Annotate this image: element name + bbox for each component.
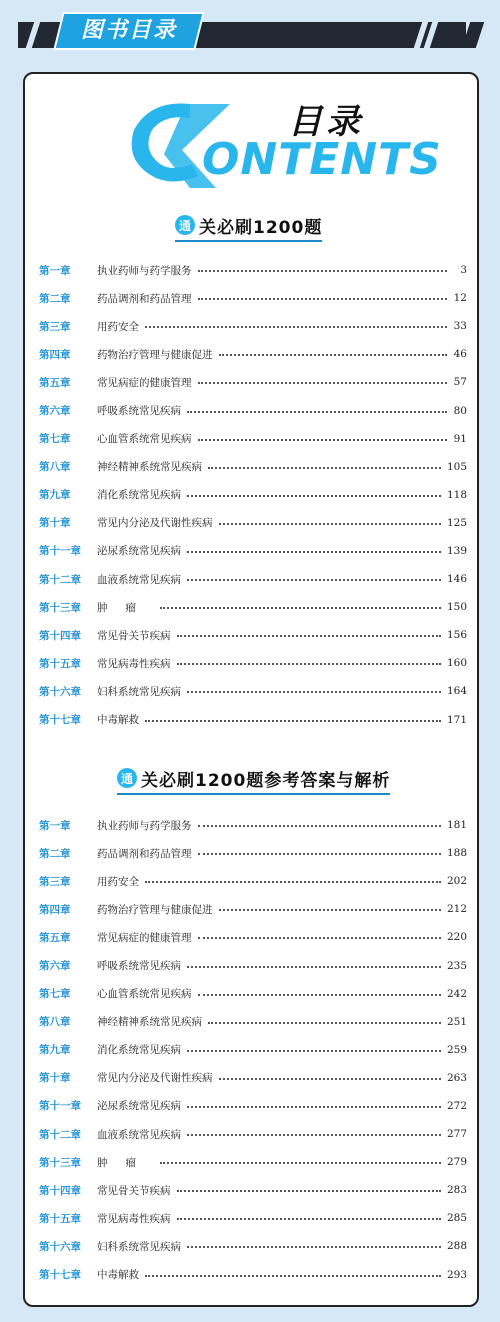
- page-number: 33: [453, 320, 467, 333]
- chapter-number: 第十六章: [39, 1240, 81, 1253]
- section-badge: 通: [175, 215, 195, 235]
- dot-leader: [160, 607, 441, 609]
- page-number: 288: [446, 1240, 467, 1253]
- toc-entry[interactable]: [39, 1261, 467, 1289]
- chapter-title: 泌尿系统常见疾病: [97, 545, 181, 558]
- chapter-title: 妇科系统常见疾病: [97, 685, 181, 698]
- page-number: 46: [453, 348, 467, 361]
- chapter-number: 第六章: [39, 405, 71, 418]
- chapter-title: 心血管系统常见疾病: [97, 433, 192, 446]
- dot-leader: [177, 1190, 441, 1192]
- contents-logo: [120, 92, 470, 192]
- chapter-title: 药品调剂和药品管理: [97, 847, 192, 860]
- chapter-number: 第一章: [39, 819, 71, 832]
- toc-entry[interactable]: [39, 1204, 467, 1232]
- toc-entry[interactable]: [39, 980, 467, 1008]
- toc-entry[interactable]: [39, 284, 467, 312]
- toc-entry[interactable]: [39, 396, 467, 424]
- toc-entry[interactable]: [39, 1092, 467, 1120]
- toc-entry[interactable]: [39, 537, 467, 565]
- dot-leader: [187, 691, 441, 693]
- page-number: 277: [446, 1128, 467, 1141]
- page-number: 279: [446, 1156, 467, 1169]
- chapter-number: 第十二章: [39, 1128, 81, 1141]
- dot-leader: [187, 1050, 441, 1052]
- toc-entry[interactable]: [39, 593, 467, 621]
- chapter-title: 中毒解救: [97, 714, 139, 727]
- chapter-title: 常见病症的健康管理: [97, 931, 192, 944]
- chapter-number: 第八章: [39, 1016, 71, 1029]
- section-title: [117, 765, 390, 795]
- chapter-number: 第十一章: [39, 1100, 81, 1113]
- page-number: 160: [446, 657, 467, 670]
- dot-leader: [145, 720, 441, 722]
- page-number: 263: [446, 1071, 467, 1084]
- toc-list: [39, 811, 467, 1289]
- chapter-title: 消化系统常见疾病: [97, 489, 181, 502]
- dot-leader: [198, 270, 448, 272]
- chapter-number: 第十四章: [39, 629, 81, 642]
- chapter-number: 第十六章: [39, 685, 81, 698]
- toc-entry[interactable]: [39, 867, 467, 895]
- page-number: 118: [446, 488, 467, 501]
- page-number: 235: [446, 959, 467, 972]
- dot-leader: [198, 439, 448, 441]
- toc-entry[interactable]: [39, 1176, 467, 1204]
- toc-entry[interactable]: [39, 895, 467, 923]
- chapter-title: 中毒解救: [97, 1269, 139, 1282]
- toc-entry[interactable]: [39, 706, 467, 734]
- page-number: 171: [446, 713, 467, 726]
- toc-entry[interactable]: [39, 649, 467, 677]
- chapter-number: 第二章: [39, 292, 71, 305]
- dot-leader: [198, 853, 441, 855]
- chapter-number: 第九章: [39, 489, 71, 502]
- section-badge: 通: [117, 768, 137, 788]
- toc-entry[interactable]: [39, 839, 467, 867]
- page-number: 212: [446, 903, 467, 916]
- chapter-title: 神经精神系统常见疾病: [97, 461, 202, 474]
- contents-card: [23, 72, 479, 1307]
- chapter-number: 第十五章: [39, 1212, 81, 1225]
- contents-cn-title: 目录: [288, 102, 364, 142]
- chapter-title: 血液系统常见疾病: [97, 573, 181, 586]
- toc-entry[interactable]: [39, 1148, 467, 1176]
- chapter-number: 第十章: [39, 1072, 71, 1085]
- toc-entry[interactable]: [39, 1232, 467, 1260]
- dot-leader: [177, 1218, 441, 1220]
- chapter-title: 常见病毒性疾病: [97, 1212, 171, 1225]
- page-number: 146: [446, 573, 467, 586]
- chapter-number: 第三章: [39, 875, 71, 888]
- toc-entry[interactable]: [39, 621, 467, 649]
- page-number: 156: [446, 629, 467, 642]
- page-number: 80: [453, 404, 467, 417]
- page-number: 139: [446, 544, 467, 557]
- chapter-number: 第十二章: [39, 573, 81, 586]
- dot-leader: [219, 1078, 441, 1080]
- page-number: 150: [446, 601, 467, 614]
- toc-entry[interactable]: [39, 453, 467, 481]
- dot-leader: [187, 579, 441, 581]
- toc-entry[interactable]: [39, 256, 467, 284]
- page-number: 57: [453, 376, 467, 389]
- chapter-number: 第九章: [39, 1044, 71, 1057]
- dot-leader: [177, 663, 441, 665]
- dot-leader: [187, 1106, 441, 1108]
- toc-entry[interactable]: [39, 1120, 467, 1148]
- chapter-title: 呼吸系统常见疾病: [97, 960, 181, 973]
- chapter-number: 第七章: [39, 433, 71, 446]
- chapter-number: 第十七章: [39, 714, 81, 727]
- toc-entry[interactable]: [39, 368, 467, 396]
- chapter-number: 第十七章: [39, 1269, 81, 1282]
- chapter-number: 第十三章: [39, 601, 81, 614]
- dot-leader: [187, 966, 441, 968]
- dot-leader: [177, 635, 441, 637]
- dot-leader: [187, 1134, 441, 1136]
- chapter-number: 第五章: [39, 376, 71, 389]
- page-number: 272: [446, 1099, 467, 1112]
- chapter-number: 第十一章: [39, 545, 81, 558]
- toc-entry[interactable]: [39, 951, 467, 979]
- toc-entry[interactable]: [39, 1008, 467, 1036]
- chapter-number: 第四章: [39, 348, 71, 361]
- toc-entry[interactable]: [39, 312, 467, 340]
- chapter-title: 执业药师与药学服务: [97, 819, 192, 832]
- chapter-title: 常见骨关节疾病: [97, 629, 171, 642]
- dot-leader: [160, 1162, 441, 1164]
- page-number: 202: [446, 875, 467, 888]
- toc-entry[interactable]: [39, 1036, 467, 1064]
- chapter-number: 第五章: [39, 931, 71, 944]
- chapter-title: 常见病毒性疾病: [97, 657, 171, 670]
- dot-leader: [187, 1246, 441, 1248]
- chapter-title: 药物治疗管理与健康促进: [97, 348, 213, 361]
- page-number: 188: [446, 847, 467, 860]
- chapter-number: 第一章: [39, 264, 71, 277]
- dot-leader: [198, 937, 441, 939]
- section-title-text: 关必刷1200题参考答案与解析: [141, 770, 391, 791]
- page-number: 181: [446, 819, 467, 832]
- toc-entry[interactable]: [39, 677, 467, 705]
- chapter-title: 常见内分泌及代谢性疾病: [97, 1072, 213, 1085]
- toc-entry[interactable]: [39, 811, 467, 839]
- page-number: 3: [460, 264, 467, 277]
- chapter-title: 药物治疗管理与健康促进: [97, 903, 213, 916]
- chapter-number: 第二章: [39, 847, 71, 860]
- page-number: 293: [446, 1268, 467, 1281]
- chapter-number: 第七章: [39, 988, 71, 1001]
- chapter-title: 消化系统常见疾病: [97, 1044, 181, 1057]
- section-title: [175, 212, 322, 242]
- dot-leader: [219, 354, 448, 356]
- chapter-title: 血液系统常见疾病: [97, 1128, 181, 1141]
- dot-leader: [187, 411, 447, 413]
- banner-title: 图书目录: [80, 18, 177, 43]
- page-number: 220: [446, 931, 467, 944]
- toc-entry[interactable]: [39, 565, 467, 593]
- page-number: 164: [446, 685, 467, 698]
- chapter-title: 呼吸系统常见疾病: [97, 405, 181, 418]
- page-number: 125: [446, 516, 467, 529]
- chapter-title: 泌尿系统常见疾病: [97, 1100, 181, 1113]
- page-number: 251: [446, 1015, 467, 1028]
- chapter-title: 神经精神系统常见疾病: [97, 1016, 202, 1029]
- chapter-number: 第八章: [39, 461, 71, 474]
- chapter-title: 妇科系统常见疾病: [97, 1240, 181, 1253]
- chapter-title: 常见骨关节疾病: [97, 1184, 171, 1197]
- dot-leader: [208, 467, 441, 469]
- dot-leader: [208, 1022, 441, 1024]
- chapter-title: 常见内分泌及代谢性疾病: [97, 517, 213, 530]
- chapter-number: 第三章: [39, 320, 71, 333]
- chapter-number: 第六章: [39, 960, 71, 973]
- dot-leader: [145, 1275, 441, 1277]
- page-number: 283: [446, 1184, 467, 1197]
- chapter-number: 第十章: [39, 517, 71, 530]
- toc-list: [39, 256, 467, 734]
- chapter-title: 心血管系统常见疾病: [97, 988, 192, 1001]
- dot-leader: [198, 298, 448, 300]
- page-number: 91: [453, 432, 467, 445]
- chapter-title: 用药安全: [97, 875, 139, 888]
- toc-entry[interactable]: [39, 509, 467, 537]
- toc-entry[interactable]: [39, 481, 467, 509]
- toc-entry[interactable]: [39, 340, 467, 368]
- chapter-title: 药品调剂和药品管理: [97, 292, 192, 305]
- toc-entry[interactable]: [39, 923, 467, 951]
- contents-en-title: ONTENTS: [202, 134, 442, 185]
- page-number: 259: [446, 1043, 467, 1056]
- dot-leader: [145, 326, 447, 328]
- toc-entry[interactable]: [39, 1064, 467, 1092]
- chapter-title: 用药安全: [97, 320, 139, 333]
- page-number: 105: [446, 460, 467, 473]
- dot-leader: [187, 495, 441, 497]
- dot-leader: [198, 994, 441, 996]
- dot-leader: [219, 909, 441, 911]
- chapter-number: 第十五章: [39, 657, 81, 670]
- dot-leader: [198, 825, 441, 827]
- chapter-number: 第四章: [39, 903, 71, 916]
- chapter-title: 肿瘤: [97, 1156, 154, 1169]
- chapter-title: 常见病症的健康管理: [97, 376, 192, 389]
- dot-leader: [187, 551, 441, 553]
- dot-leader: [219, 523, 441, 525]
- page-number: 285: [446, 1212, 467, 1225]
- page-number: 242: [446, 987, 467, 1000]
- section-title-text: 关必刷1200题: [199, 217, 323, 238]
- chapter-title: 执业药师与药学服务: [97, 264, 192, 277]
- page-number: 12: [453, 292, 467, 305]
- chapter-number: 第十三章: [39, 1156, 81, 1169]
- toc-entry[interactable]: [39, 425, 467, 453]
- chapter-number: 第十四章: [39, 1184, 81, 1197]
- chapter-title: 肿瘤: [97, 601, 154, 614]
- top-banner: [0, 0, 500, 62]
- dot-leader: [145, 881, 441, 883]
- dot-leader: [198, 382, 448, 384]
